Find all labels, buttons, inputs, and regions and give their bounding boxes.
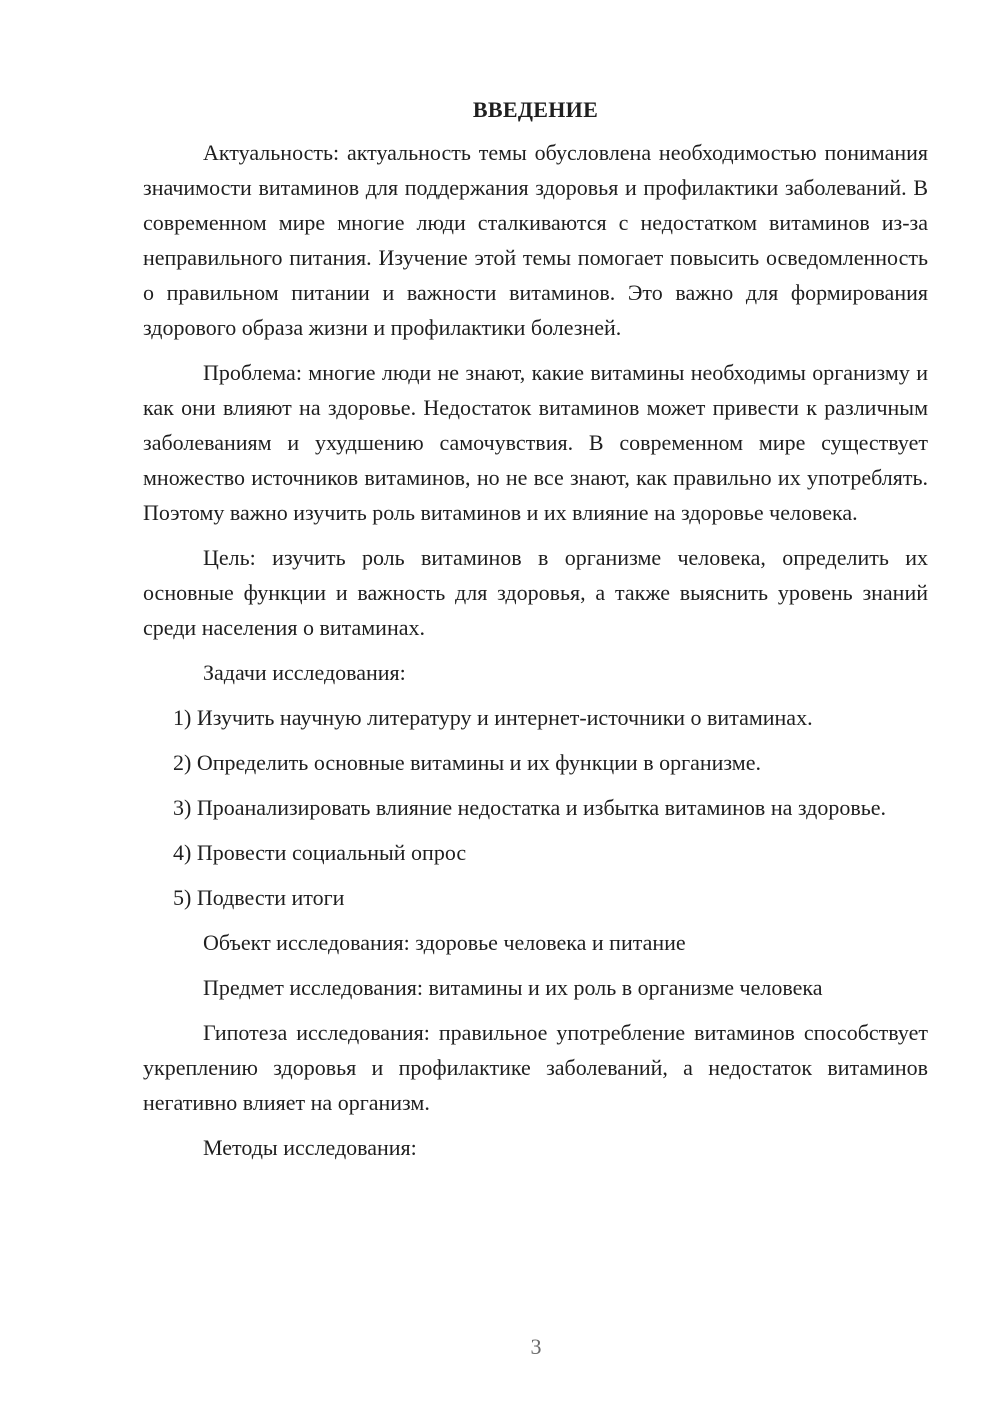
task-item-1: 1) Изучить научную литературу и интернет-источники о витаминах. <box>173 705 813 730</box>
task-item-4: 4) Провести социальный опрос <box>173 840 467 865</box>
object-paragraph: Объект исследования: здоровье человека и питание <box>203 930 686 955</box>
relevance-paragraph: Актуальность: актуальность темы обусловлена необходимостью понимания значимости витаминов для поддержания здоровья и профилактики заболеваний. В современном мире многие люди сталкиваются с недостатком витаминов из-за неправильного питания. Изучение этой темы помогает повысить осведомленность о правильном питании и важности витаминов. Это важно для формирования здорового образа жизни и профилактики болезней. <box>143 140 928 340</box>
task-item-2: 2) Определить основные витамины и их функции в организме. <box>173 750 761 775</box>
hypothesis-paragraph: Гипотеза исследования: правильное употребление витаминов способствует укреплению здоровья и профилактике заболеваний, а недостаток витаминов негативно влияет на организм. <box>143 1020 928 1115</box>
goal-paragraph: Цель: изучить роль витаминов в организме человека, определить их основные функции и важность для здоровья, а также выяснить уровень знаний среди населения о витаминах. <box>143 545 928 640</box>
page-number: 3 <box>530 1334 542 1359</box>
methods-heading: Методы исследования: <box>203 1135 417 1160</box>
task-item-3: 3) Проанализировать влияние недостатка и избытка витаминов на здоровье. <box>173 795 887 820</box>
problem-paragraph: Проблема: многие люди не знают, какие витамины необходимы организму и как они влияют на здоровье. Недостаток витаминов может привести к различным заболеваниям и ухудшению самочувствия. В современном мире существует множество источников витаминов, но не все знают, как правильно их употреблять. Поэтому важно изучить роль витаминов и их влияние на здоровье человека. <box>143 360 928 525</box>
page-content <box>143 94 928 1175</box>
section-title: ВВЕДЕНИЕ <box>472 97 599 122</box>
task-item-5: 5) Подвести итоги <box>173 885 345 910</box>
subject-paragraph: Предмет исследования: витамины и их роль в организме человека <box>203 975 823 1000</box>
tasks-heading: Задачи исследования: <box>203 660 406 685</box>
